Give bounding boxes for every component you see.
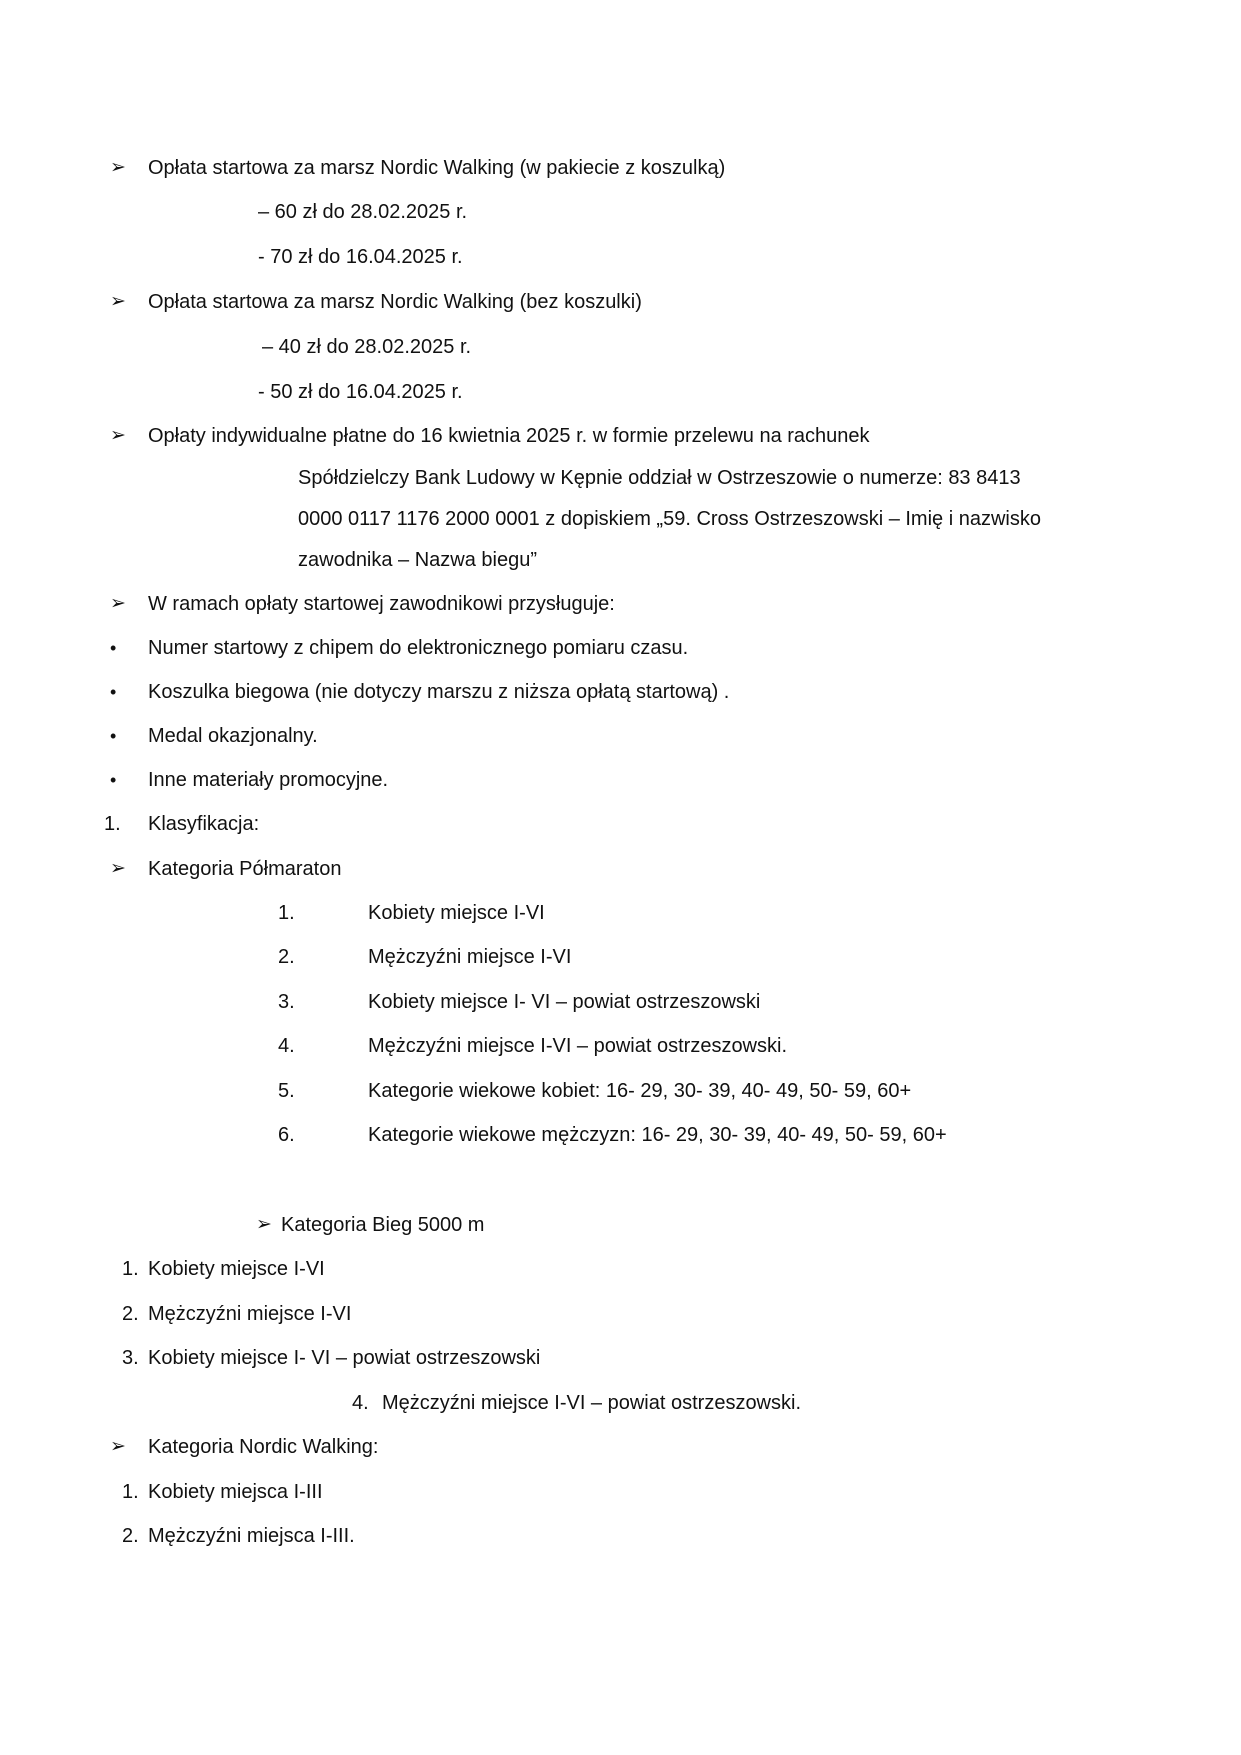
- halfmarathon-item: Mężczyźni miejsce I-VI: [368, 946, 572, 968]
- halfmarathon-item: Kobiety miejsce I-VI: [368, 902, 545, 924]
- arrow-bullet-icon: ➢: [256, 1214, 272, 1235]
- list-number: 6.: [278, 1124, 295, 1146]
- arrow-bullet-icon: ➢: [110, 425, 126, 446]
- fee-nordic-walking-noshirt-price-1: – 40 zł do 28.02.2025 r.: [262, 336, 472, 358]
- list-number: 3.: [278, 991, 295, 1013]
- bullet-icon: •: [110, 638, 117, 658]
- list-number: 5.: [278, 1080, 295, 1102]
- halfmarathon-item: Mężczyźni miejsce I-VI – powiat ostrzeszowski.: [368, 1035, 788, 1057]
- fee-nordic-walking-noshirt-price-2: - 50 zł do 16.04.2025 r.: [258, 381, 463, 403]
- package-item: Koszulka biegowa (nie dotyczy marszu z niższa opłatą startową) .: [148, 681, 730, 703]
- nordic-item: Mężczyźni miejsca I-III.: [148, 1525, 355, 1547]
- list-number: 4.: [278, 1035, 295, 1057]
- payment-info: Opłaty indywidualne płatne do 16 kwietnia 2025 r. w formie przelewu na rachunek: [148, 425, 870, 447]
- halfmarathon-item: Kategorie wiekowe mężczyzn: 16- 29, 30- 39, 40- 49, 50- 59, 60+: [368, 1124, 947, 1146]
- nordic-item: Kobiety miejsca I-III: [148, 1481, 323, 1503]
- halfmarathon-heading: Kategoria Półmaraton: [148, 858, 342, 880]
- list-number: 2.: [278, 946, 295, 968]
- bullet-icon: •: [110, 682, 117, 702]
- package-heading: W ramach opłaty startowej zawodnikowi przysługuje:: [148, 593, 615, 615]
- list-number: 1.: [104, 813, 121, 835]
- list-number: 2.: [122, 1303, 139, 1325]
- run5000-item: Kobiety miejsce I- VI – powiat ostrzeszowski: [148, 1347, 541, 1369]
- list-number: 1.: [278, 902, 295, 924]
- list-number: 3.: [122, 1347, 139, 1369]
- fee-nordic-walking-shirt: Opłata startowa za marsz Nordic Walking (w pakiecie z koszulką): [148, 157, 726, 179]
- run5000-heading: Kategoria Bieg 5000 m: [281, 1214, 485, 1236]
- nordic-heading: Kategoria Nordic Walking:: [148, 1436, 379, 1458]
- arrow-bullet-icon: ➢: [110, 1436, 126, 1457]
- run5000-item: Mężczyźni miejsce I-VI – powiat ostrzeszowski.: [382, 1392, 802, 1414]
- payment-bank-line-2: 0000 0117 1176 2000 0001 z dopiskiem „59. Cross Ostrzeszowski – Imię i nazwisko: [298, 508, 1041, 530]
- arrow-bullet-icon: ➢: [110, 858, 126, 879]
- list-number: 2.: [122, 1525, 139, 1547]
- run5000-item: Kobiety miejsce I-VI: [148, 1258, 325, 1280]
- arrow-bullet-icon: ➢: [110, 291, 126, 312]
- list-number: 1.: [122, 1481, 139, 1503]
- arrow-bullet-icon: ➢: [110, 593, 126, 614]
- package-item: Inne materiały promocyjne.: [148, 769, 389, 791]
- package-item: Medal okazjonalny.: [148, 725, 318, 747]
- fee-nordic-walking-noshirt: Opłata startowa za marsz Nordic Walking (bez koszulki): [148, 291, 642, 313]
- bullet-icon: •: [110, 770, 117, 790]
- list-number: 4.: [352, 1392, 369, 1414]
- payment-bank-line-1: Spółdzielczy Bank Ludowy w Kępnie oddział w Ostrzeszowie o numerze: 83 8413: [298, 467, 1021, 489]
- payment-bank-line-3: zawodnika – Nazwa biegu”: [298, 549, 538, 571]
- arrow-bullet-icon: ➢: [110, 157, 126, 178]
- fee-nordic-walking-shirt-price-1: – 60 zł do 28.02.2025 r.: [258, 201, 468, 223]
- package-item: Numer startowy z chipem do elektronicznego pomiaru czasu.: [148, 637, 689, 659]
- fee-nordic-walking-shirt-price-2: - 70 zł do 16.04.2025 r.: [258, 246, 463, 268]
- run5000-item: Mężczyźni miejsce I-VI: [148, 1303, 352, 1325]
- list-number: 1.: [122, 1258, 139, 1280]
- halfmarathon-item: Kobiety miejsce I- VI – powiat ostrzeszowski: [368, 991, 761, 1013]
- halfmarathon-item: Kategorie wiekowe kobiet: 16- 29, 30- 39, 40- 49, 50- 59, 60+: [368, 1080, 912, 1102]
- bullet-icon: •: [110, 726, 117, 746]
- classification-heading: Klasyfikacja:: [148, 813, 260, 835]
